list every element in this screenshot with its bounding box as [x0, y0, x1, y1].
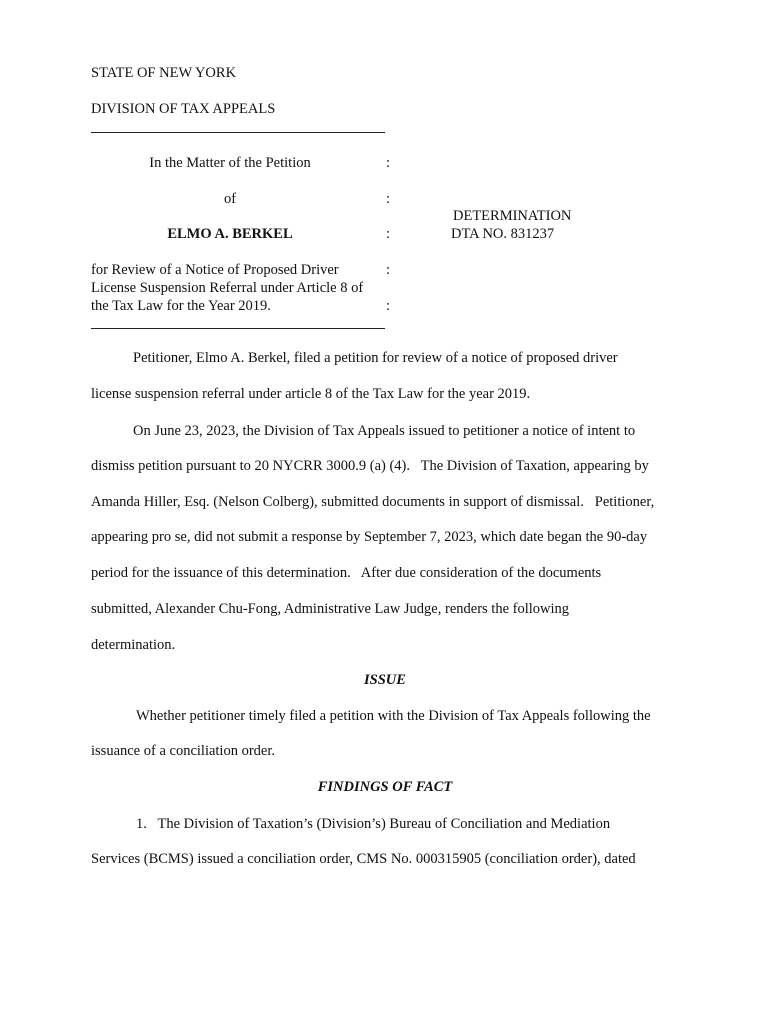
petitioner-name: ELMO A. BERKEL: [167, 226, 293, 242]
findings-heading: FINDINGS OF FACT: [317, 779, 453, 795]
caption-colon: :: [386, 298, 391, 314]
division-heading: DIVISION OF TAX APPEALS: [91, 101, 276, 117]
caption-top-rule: [91, 132, 385, 133]
procedural-line: appearing pro se, did not submit a response by September 7, 2023, which date began the 90-day: [91, 529, 648, 545]
caption-colon: :: [386, 226, 391, 242]
review-line: License Suspension Referral under Article 8 of: [91, 280, 364, 296]
procedural-line: Amanda Hiller, Esq. (Nelson Colberg), submitted documents in support of dismissal. Petitioner,: [91, 494, 655, 510]
issue-line: issuance of a conciliation order.: [91, 743, 276, 759]
procedural-line: determination.: [91, 637, 176, 653]
review-line: the Tax Law for the Year 2019.: [91, 298, 271, 314]
finding-line: Services (BCMS) issued a conciliation order, CMS No. 000315905 (conciliation order), dated: [91, 851, 636, 867]
procedural-line: submitted, Alexander Chu-Fong, Administrative Law Judge, renders the following: [91, 601, 570, 617]
procedural-line: period for the issuance of this determination. After due consideration of the documents: [91, 565, 602, 581]
procedural-line: On June 23, 2023, the Division of Tax Appeals issued to petitioner a notice of intent to: [133, 423, 636, 439]
document-type: DETERMINATION: [453, 208, 572, 224]
caption-colon: :: [386, 155, 391, 171]
procedural-line: dismiss petition pursuant to 20 NYCRR 3000.9 (a) (4). The Division of Taxation, appearing by: [91, 458, 649, 474]
issue-line: Whether petitioner timely filed a petition with the Division of Tax Appeals following the: [136, 708, 651, 724]
finding-line: 1. The Division of Taxation’s (Division’s) Bureau of Conciliation and Mediation: [136, 816, 611, 832]
caption-bottom-rule: [91, 328, 385, 329]
issue-heading: ISSUE: [364, 672, 406, 688]
intro-line: license suspension referral under article 8 of the Tax Law for the year 2019.: [91, 386, 531, 402]
caption-colon: :: [386, 191, 391, 207]
state-heading: STATE OF NEW YORK: [91, 65, 237, 81]
review-line: for Review of a Notice of Proposed Driver: [91, 262, 339, 278]
intro-line: Petitioner, Elmo A. Berkel, filed a petition for review of a notice of proposed driver: [133, 350, 618, 366]
caption-colon: :: [386, 262, 391, 278]
matter-line: In the Matter of the Petition: [149, 155, 311, 171]
of-line: of: [223, 191, 237, 207]
dta-number: DTA NO. 831237: [451, 226, 555, 242]
